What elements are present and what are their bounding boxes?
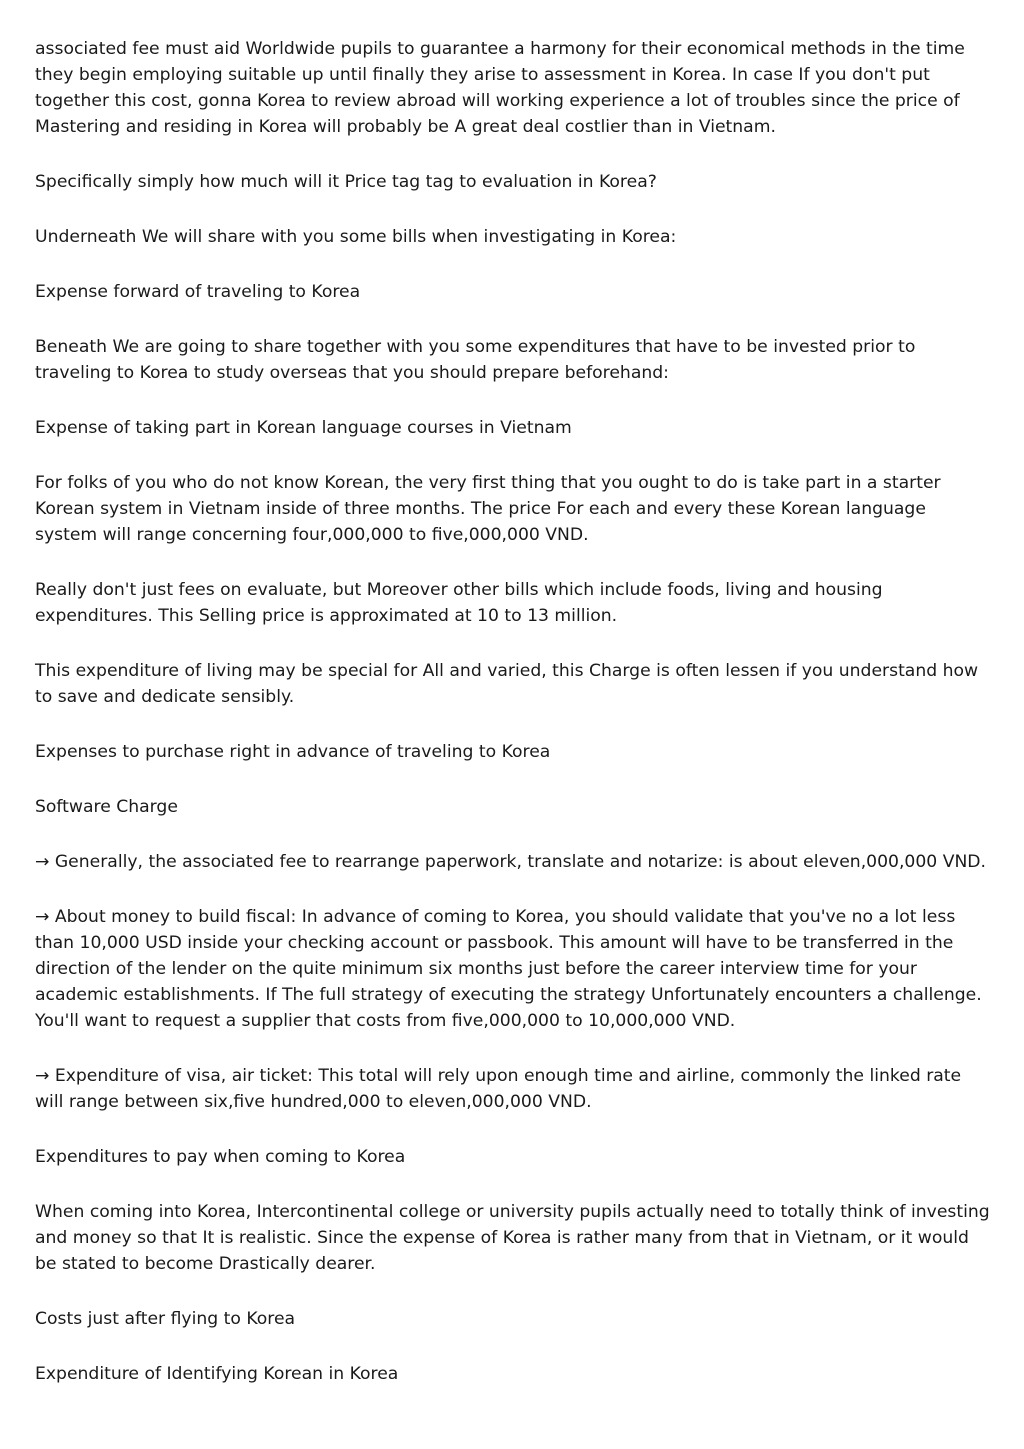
paragraph-share-bills: Underneath We will share with you some bills when investigating in Korea: [35,227,677,247]
heading-expense-before-travel: Expense forward of traveling to Korea [35,282,361,302]
paragraph-save-sensibly: This expenditure of living may be special for All and varied, this Charge is often lessen if you understand how to save and dedicate sensibly. [35,661,979,707]
heading-korean-study-in-korea: Expenditure of Identifying Korean in Korea [35,1364,399,1384]
paragraph-intro-cost: associated fee must aid Worldwide pupils to guarantee a harmony for their economical methods in the time they begin employing suitable up until finally they arise to assessment in Korea. In case If you don't put together this cost, gonna Korea to review abroad will working experience a lot of troubles since the price of Mastering and residing in Korea will probably be A great deal costlier than in Vietnam. [35,39,965,137]
paragraph-starter-course: For folks of you who do not know Korean, the very first thing that you ought to do is take part in a starter Korean system in Vietnam inside of three months. The price For each and every these Korean language system will range concerning four,000,000 to five,000,000 VND. [35,473,941,545]
paragraph-prepare-beforehand: Beneath We are going to share together with you some expenditures that have to be invested prior to traveling to Korea to study overseas that you should prepare beforehand: [35,337,916,383]
paragraph-living-costs: Really don't just fees on evaluate, but Moreover other bills which include foods, living and housing expenditures. This Selling price is approximated at 10 to 13 million. [35,580,883,626]
list-item-visa-ticket: → Expenditure of visa, air ticket: This total will rely upon enough time and airline, commonly the linked rate will range between six,five hundred,000 to eleven,000,000 VND. [35,1066,962,1112]
list-item-paperwork-fee: → Generally, the associated fee to rearrange paperwork, translate and notarize: is about eleven,000,000 VND. [35,852,987,872]
list-item-fiscal-proof: → About money to build fiscal: In advance of coming to Korea, you should validate that you've no a lot less than 10,000 USD inside your checking account or passbook. This amount will have to be transferred in the direction of the lender on the quite minimum six months just before the career interview time for your academic establishments. If The full strategy of executing the strategy Unfortunately encounters a challenge. You'll want to request a supplier that costs from five,000,000 to 10,000,000 VND. [35,907,982,1031]
paragraph-arrival-investing: When coming into Korea, Intercontinental college or university pupils actually need to totally think of investing and money so that It is realistic. Since the expense of Korea is rather many from that in Vietnam, or it would be stated to become Drastically dearer. [35,1202,990,1274]
heading-costs-after-flying: Costs just after flying to Korea [35,1309,296,1329]
heading-expenses-in-advance: Expenses to purchase right in advance of traveling to Korea [35,742,551,762]
heading-korean-courses-vietnam: Expense of taking part in Korean language courses in Vietnam [35,418,572,438]
paragraph-question-cost: Specifically simply how much will it Price tag tag to evaluation in Korea? [35,172,657,192]
heading-expenditures-arrival: Expenditures to pay when coming to Korea [35,1147,406,1167]
heading-software-charge: Software Charge [35,797,178,817]
